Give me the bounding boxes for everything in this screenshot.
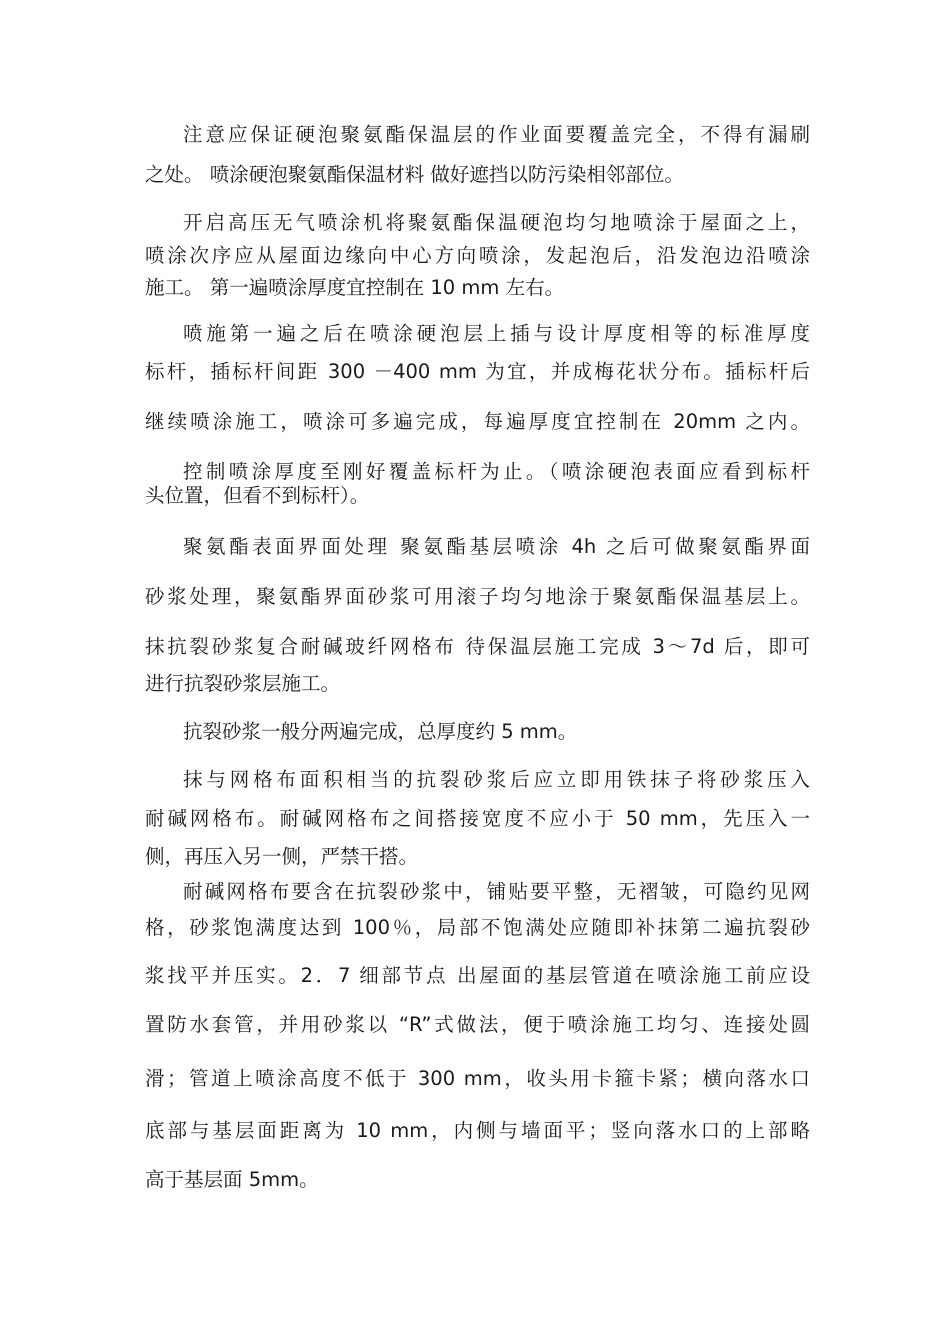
text-line: 标杆，插标杆间距 300 －400 mm 为宜，并成梅花状分布。插标杆后 <box>145 360 810 383</box>
text-line: 高于基层面 5mm。 <box>145 1168 319 1191</box>
text-line: 耐碱网格布。耐碱网格布之间搭接宽度不应小于 50 mm，先压入一 <box>145 807 810 830</box>
text-line: 注意应保证硬泡聚氨酯保温层的作业面要覆盖完全，不得有漏刷 <box>183 123 810 146</box>
text-line: 进行抗裂砂浆层施工。 <box>145 672 341 695</box>
text-line: 置防水套管，并用砂浆以 “R”式做法，便于喷涂施工均匀、连接处圆 <box>145 1013 810 1036</box>
text-line: 继续喷涂施工，喷涂可多遍完成，每遍厚度宜控制在 20mm 之内。 <box>145 410 810 433</box>
text-line: 抹与网格布面积相当的抗裂砂浆后应立即用铁抹子将砂浆压入 <box>183 768 810 791</box>
text-line: 喷涂次序应从屋面边缘向中心方向喷涂，发起泡后，沿发泡边沿喷涂 <box>145 244 810 267</box>
text-line: 施工。 第一遍喷涂厚度宜控制在 10 mm 左右。 <box>145 276 565 299</box>
text-line: 滑；管道上喷涂高度不低于 300 mm，收头用卡箍卡紧；横向落水口 <box>145 1067 810 1090</box>
text-line: 砂浆处理，聚氨酯界面砂浆可用滚子均匀地涂于聚氨酯保温基层上。 <box>145 585 810 608</box>
text-line: 之处。 喷涂硬泡聚氨酯保温材料 做好遮挡以防污染相邻部位。 <box>145 163 684 186</box>
text-line: 侧，再压入另一侧，严禁干搭。 <box>145 845 419 868</box>
text-line: 格，砂浆饱满度达到 100％，局部不饱满处应随即补抹第二遍抗裂砂 <box>145 916 810 939</box>
text-line: 耐碱网格布要含在抗裂砂浆中，铺贴要平整，无褶皱，可隐约见网 <box>183 880 810 903</box>
text-line: 喷施第一遍之后在喷涂硬泡层上插与设计厚度相等的标准厚度 <box>183 322 810 345</box>
text-line: 头位置，但看不到标杆）。 <box>145 484 370 507</box>
text-line: 聚氨酯表面界面处理 聚氨酯基层喷涂 4h 之后可做聚氨酯界面 <box>183 535 810 558</box>
text-line: 控制喷涂厚度至刚好覆盖标杆为止。（喷涂硬泡表面应看到标杆 <box>183 460 810 483</box>
text-line: 开启高压无气喷涂机将聚氨酯保温硬泡均匀地喷涂于屋面之上， <box>183 211 810 234</box>
text-line: 浆找平并压实。2．7 细部节点 出屋面的基层管道在喷涂施工前应设 <box>145 964 810 987</box>
text-line: 抹抗裂砂浆复合耐碱玻纤网格布 待保温层施工完成 3～7d 后，即可 <box>145 635 810 658</box>
text-line: 抗裂砂浆一般分两遍完成，总厚度约 5 mm。 <box>183 720 578 743</box>
text-line: 底部与基层面距离为 10 mm，内侧与墙面平；竖向落水口的上部略 <box>145 1119 810 1142</box>
